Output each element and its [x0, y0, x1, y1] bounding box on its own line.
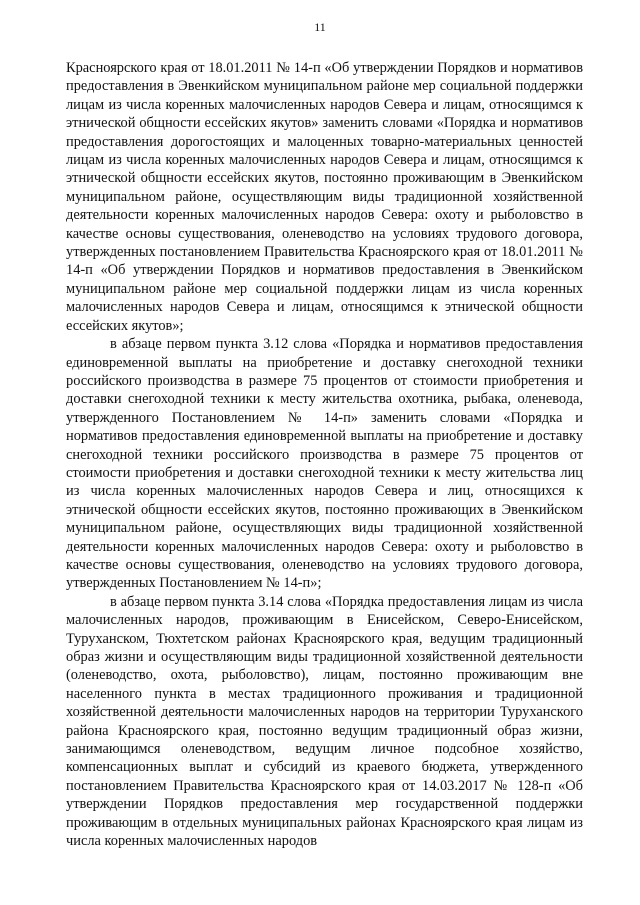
- paragraph-continuation: Красноярского края от 18.01.2011 № 14-п «Об утверждении Порядков и нормативов предоставления в Эвенкийском муниципальном районе мер социальной поддержки лицам из числа коренных малочисленных народов Севера и лицам, относящимся к этнической общности ессейских якутов» заменить словами «Порядка и нормативов предоставления дорогостоящих и малоценных товарно-материальных ценностей лицам из числа коренных малочисленных народов Севера и лицам, относящимся к этнической общности ессейских якутов, постоянно проживающим в Эвенкийском муниципальном районе, осуществляющим виды традиционной хозяйственной деятельности коренных малочисленных народов Севера: охоту и рыболовство в качестве основы существования, оленеводство на условиях трудового договора, утвержденных постановлением Правительства Красноярского края от 18.01.2011 № 14-п «Об утверждении Порядков и нормативов предоставления в Эвенкийском муниципальном районе мер социальной поддержки лицам из числа коренных малочисленных народов Севера и лицам, относящимся к этнической общности ессейских якутов»;: [66, 60, 583, 334]
- document-body: [66, 59, 583, 850]
- page-number: 11: [314, 20, 326, 34]
- paragraph-item-3-14: в абзаце первом пункта 3.14 слова «Порядка предоставления лицам из числа малочисленных народов, проживающим в Енисейском, Северо-Енисейском, Туруханском, Тюхтетском районах Красноярского края, ведущим традиционный образ жизни и осуществляющим виды традиционной хозяйственной деятельности (оленеводство, охота, рыболовство), лицам, постоянно проживающим вне населенного пункта в местах традиционного проживания и традиционной хозяйственной деятельности малочисленных народов на территории Туруханского района Красноярского края, постоянно ведущим традиционный образ жизни, занимающимся оленеводством, ведущим личное подсобное хозяйство, компенсационных выплат и субсидий из краевого бюджета, утвержденного постановлением Правительства Красноярского края от 14.03.2017 № 128-п «Об утверждении Порядков предоставления мер государственной поддержки проживающим в отдельных муниципальных районах Красноярского края лицам из числа коренных малочисленных народов: [66, 593, 583, 850]
- paragraph-item-3-12: в абзаце первом пункта 3.12 слова «Порядка и нормативов предоставления единовременной выплаты на приобретение и доставку снегоходной техники российского производства в размере 75 процентов от стоимости приобретения и доставки снегоходной техники к месту жительства охотника, рыбака, оленевода, утвержденного Постановлением № 14-п» заменить словами «Порядка и нормативов предоставления единовременной выплаты на приобретение и доставку снегоходной техники российского производства в размере 75 процентов от стоимости приобретения и доставки снегоходной техники к месту жительства лиц из числа коренных малочисленных народов Севера и лиц, относящихся к этнической общности ессейских якутов, постоянно проживающих в Эвенкийском муниципальном районе, осуществляющих виды традиционной хозяйственной деятельности коренных малочисленных народов Севера: охоту и рыболовство в качестве основы существования, оленеводство на условиях трудового договора, утвержденных Постановлением № 14-п»;: [66, 336, 583, 592]
